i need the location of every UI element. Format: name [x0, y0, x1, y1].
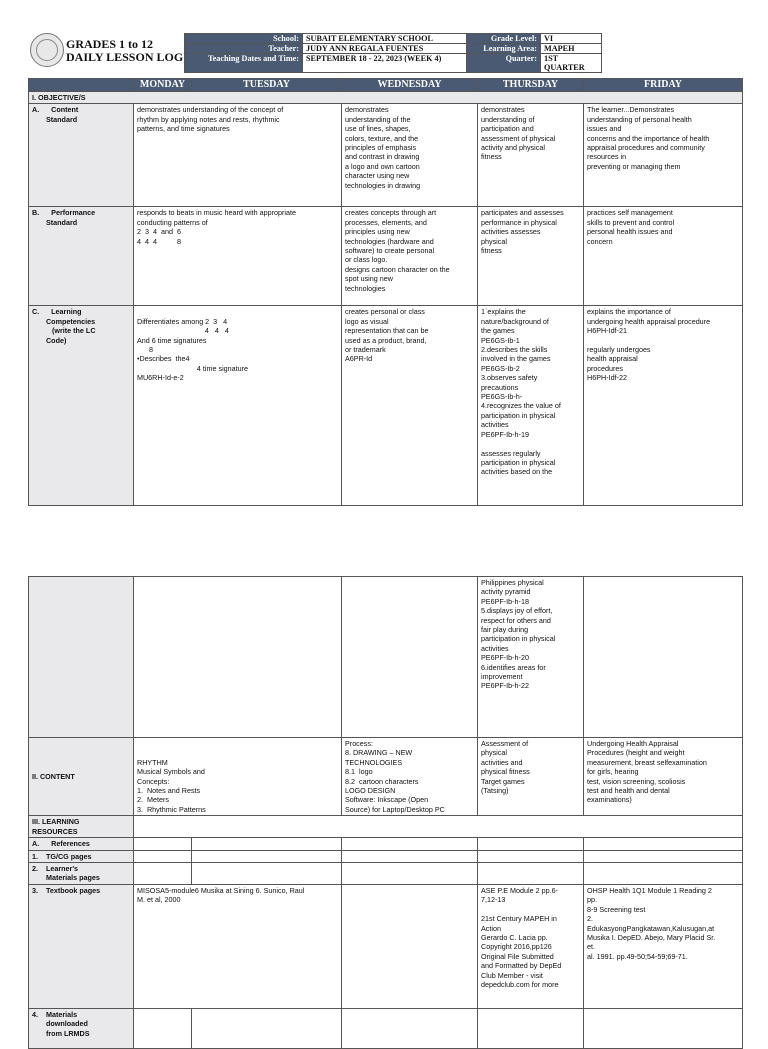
cell-content-mon-tue: RHYTHM Musical Symbols and Concepts: 1. Notes and Rests 2. Meters 3. Rhythmic Patterns [134, 738, 342, 816]
cell-learning-competencies-wed: creates personal or class logo as visual representation that can be used as a product, brand, or trademark A6PR-Id [342, 306, 478, 506]
cell-materials-wed [342, 1008, 478, 1048]
cell-content-fri: Undergoing Health Appraisal Procedures (height and weight measurement, breast selfexamination for girls, hearing test, vision screening, scoliosis test and health and dental examinations) [584, 738, 743, 816]
row-label-competencies-continued [29, 577, 134, 738]
school-value: SUBAIT ELEMENTARY SCHOOL [303, 34, 467, 44]
cell-content-standard-fri: The learner...Demonstrates understanding of personal health issues and concerns and the importance of health appraisal procedures and community resources in preventing or managing them [584, 104, 743, 207]
cell-references-wed [342, 838, 478, 850]
cell-learning-competencies-fri: explains the importance of undergoing health appraisal procedure H6PH-Idf-21 regularly undergoes health appraisal procedures H6PH-Idf-22 [584, 306, 743, 506]
school-label: School: [185, 34, 303, 44]
cell-continued-fri [584, 577, 743, 738]
cell-learning-competencies-thu: 1`explains the nature/background of the games PE6GS-Ib-1 2.describes the skills involved in the games PE6GS-Ib-2 3.observes safety precautions PE6GS-Ib-h- 4.recognizes the value of participation in physical activities PE6PF-Ib-h-19 assesses regularly participation in physical activities based on the [478, 306, 584, 506]
cell-content-standard-thu: demonstrates understanding of participation and assessment of physical activity and physical fitness [478, 104, 584, 207]
row-label-content-standard: A. Content Standard [29, 104, 134, 207]
row-label-learning-resources: III. LEARNING RESOURCES [29, 816, 134, 838]
title-line-2: DAILY LESSON LOG [66, 50, 184, 64]
grade-level-value: VI [541, 34, 602, 44]
cell-lm-tue [192, 863, 342, 885]
cell-materials-mon [134, 1008, 192, 1048]
cell-materials-tue [192, 1008, 342, 1048]
title-line-1: GRADES 1 to 12 [66, 37, 154, 51]
row-label-performance-standard: B. Performance Standard [29, 207, 134, 306]
cell-materials-fri [584, 1008, 743, 1048]
cell-textbook-wed [342, 884, 478, 1008]
cell-continued-thu: Philippines physical activity pyramid PE6PF-Ib-h-18 5.displays joy of effort, respect for others and fair play during participation in physical activities PE6PF-Ib-h-20 6.identifies areas for improvement PE6PF-Ib-h-22 [478, 577, 584, 738]
cell-lm-thu [478, 863, 584, 885]
cell-textbook-mon-tue: MISOSA5-module6 Musika at Sining 6. Sunico, Raul M. et al, 2000 [134, 884, 342, 1008]
deped-seal-logo [30, 33, 64, 67]
header-blank-cell [29, 79, 134, 92]
cell-tg-thu [478, 850, 584, 862]
cell-learning-resources [134, 816, 743, 838]
cell-tg-wed [342, 850, 478, 862]
cell-textbook-fri: OHSP Health 1Q1 Module 1 Reading 2 pp. 8-9 Screening test 2. EdukasyongPangkatawan,Kalusugan,at Musika I. DepED. Abejo, Mary Placid Sr. et. al. 1991. pp.49-50;54-59;69-71. [584, 884, 743, 1008]
cell-references-mon [134, 838, 192, 850]
teacher-label: Teacher: [185, 44, 303, 54]
lesson-log-table-page1 [28, 78, 743, 506]
cell-tg-tue [192, 850, 342, 862]
cell-references-fri [584, 838, 743, 850]
cell-lm-mon [134, 863, 192, 885]
cell-continued-wed [342, 577, 478, 738]
grade-level-label: Grade Level: [467, 34, 541, 44]
cell-content-thu: Assessment of physical activities and physical fitness Target games (Tatsing) [478, 738, 584, 816]
cell-content-wed: Process: 8. DRAWING – NEW TECHNOLOGIES 8.1 logo 8.2 cartoon characters LOGO DESIGN Software: Inkscape (Open Source) for Laptop/Desktop PC [342, 738, 478, 816]
teaching-dates-value: SEPTEMBER 18 - 22, 2023 (WEEK 4) [303, 54, 467, 73]
cell-tg-fri [584, 850, 743, 862]
cell-performance-standard-wed: creates concepts through art processes, elements, and principles using new technologies (hardware and software) to create personal or class logo. designs cartoon character on the spot using new technologies [342, 207, 478, 306]
row-label-learners-materials: 2. Learner's Materials pages [29, 863, 134, 885]
row-label-materials-lrmds: 4. Materials downloaded from LRMDS [29, 1008, 134, 1048]
quarter-label: Quarter: [467, 54, 541, 73]
section-objectives: I. OBJECTIVE/S [29, 92, 743, 104]
teaching-dates-label: Teaching Dates and Time: [185, 54, 303, 73]
lesson-log-table-page2 [28, 576, 743, 1049]
cell-lm-fri [584, 863, 743, 885]
day-wednesday: WEDNESDAY [342, 79, 478, 92]
learning-area-value: MAPEH [541, 44, 602, 54]
quarter-value: 1ST QUARTER [541, 54, 602, 73]
day-tuesday: TUESDAY [192, 79, 342, 92]
cell-materials-thu [478, 1008, 584, 1048]
cell-performance-standard-fri: practices self management skills to prevent and control personal health issues and concern [584, 207, 743, 306]
row-label-content: II. CONTENT [29, 738, 134, 816]
row-label-tg-cg-pages: 1. TG/CG pages [29, 850, 134, 862]
day-monday: MONDAY [134, 79, 192, 92]
cell-textbook-thu: ASE P.E Module 2 pp.6- 7,12-13 21st Century MAPEH in Action Gerardo C. Lacia pp. Copyright 2016,pp126 Original File Submitted and Formatted by DepEd Club Member - visit depedclub.com for more [478, 884, 584, 1008]
day-thursday: THURSDAY [478, 79, 584, 92]
header-info-table [184, 33, 602, 73]
day-friday: FRIDAY [584, 79, 743, 92]
cell-content-standard-wed: demonstrates understanding of the use of lines, shapes, colors, texture, and the principles of emphasis and contrast in drawing a logo and own cartoon character using new technologies in drawing [342, 104, 478, 207]
cell-tg-mon [134, 850, 192, 862]
teacher-value: JUDY ANN REGALA FUENTES [303, 44, 467, 54]
row-label-textbook-pages: 3. Textbook pages [29, 884, 134, 1008]
cell-references-tue [192, 838, 342, 850]
learning-area-label: Learning Area: [467, 44, 541, 54]
cell-continued-mon-tue [134, 577, 342, 738]
cell-learning-competencies-mon-tue: Differentiates among 2 3 4 4 4 4 And 6 time signatures 8 •Describes the4 4 time signature MU6RH-Id-e-2 [134, 306, 342, 506]
row-label-learning-competencies: C. Learning Competencies (write the LC Code) [29, 306, 134, 506]
cell-content-standard-mon-tue: demonstrates understanding of the concept of rhythm by applying notes and rests, rhythmic patterns, and time signatures [134, 104, 342, 207]
form-title [66, 38, 183, 64]
cell-lm-wed [342, 863, 478, 885]
cell-references-thu [478, 838, 584, 850]
cell-performance-standard-thu: participates and assesses performance in physical activities assesses physical fitness [478, 207, 584, 306]
row-label-references: A. References [29, 838, 134, 850]
cell-performance-standard-mon-tue: responds to beats in music heard with appropriate conducting patterns of 2 3 4 and 6 4 4 4 8 [134, 207, 342, 306]
